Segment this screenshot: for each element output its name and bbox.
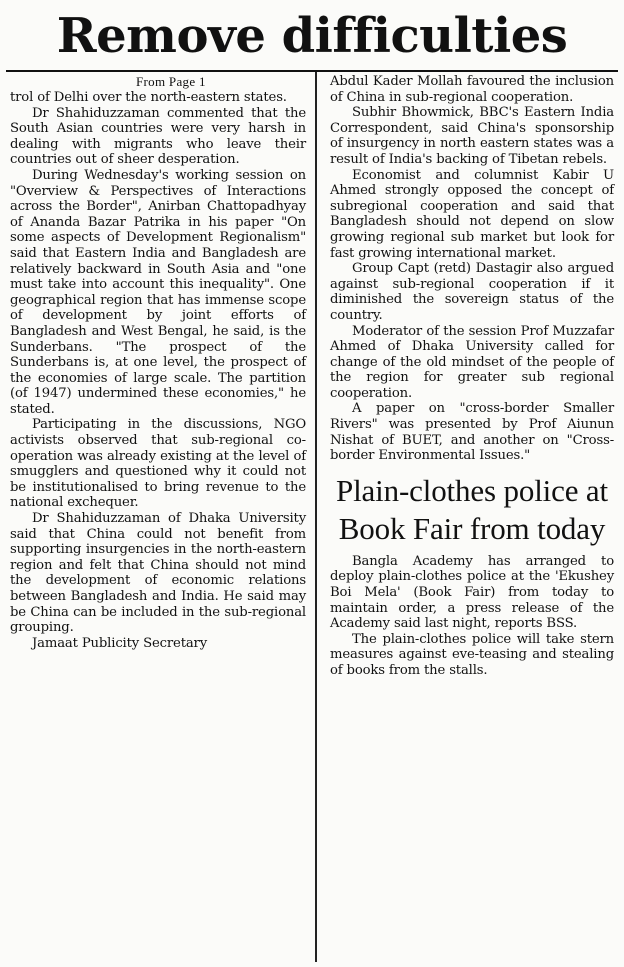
body-paragraph: Moderator of the session Prof Muzzafar Ahmed of Dhaka University called for change of the old mindset of the people of the region for greater sub regional cooperation. (330, 323, 614, 401)
body-paragraph: Dr Shahiduzzaman commented that the South Asian countries were very harsh in dealing with migrants who leave their countries out of sheer desperation. (10, 105, 306, 168)
left-column (10, 74, 306, 651)
body-paragraph: During Wednesday's working session on "Overview & Perspectives of Interactions across the Border", Anirban Chattopadhyay of Ananda Bazar Patrika in his paper "On some aspects of Development Regionalism" said that Eastern India and Bangladesh are relatively backward in South Asia and "one must take into account this inequality". One geographical region that has immense scope of development by joint efforts of Bangladesh and West Bengal, he said, is the Sunderbans. "The prospect of the Sunderbans is, at one level, the prospect of the economies of large scale. The partition (of 1947) undermined these economies," he stated. (10, 167, 306, 417)
body-paragraph: Abdul Kader Mollah favoured the inclusion of China in sub-regional cooperation. (330, 74, 614, 105)
body-paragraph: Group Capt (retd) Dastagir also argued against sub-regional cooperation if it diminished the sovereign status of the country. (330, 261, 614, 323)
body-paragraph: Subhir Bhowmick, BBC's Eastern India Correspondent, said China's sponsorship of insurgency in north eastern states was a result of India's backing of Tibetan rebels. (330, 105, 614, 167)
headline-rule (6, 70, 618, 72)
jump-line: From Page 1 (136, 74, 206, 89)
body-paragraph: A paper on "cross-border Smaller Rivers" was presented by Prof Aiunun Nishat of BUET, and another on "Cross-border Environmental Issues." (330, 401, 614, 464)
article-headline: Remove difficulties (56, 8, 568, 64)
body-paragraph: Jamaat Publicity Secretary (32, 635, 208, 651)
second-story-paragraph: The plain-clothes police will take stern measures against eve-teasing and stealing of books from the stalls. (330, 631, 614, 678)
body-paragraph: Dr Shahiduzzaman of Dhaka University said that China could not benefit from supporting insurgencies in the north-eastern region and felt that China should not mind the development of economic relations between Bangladesh and India. He said may be China can be included in the sub-regional grouping. (10, 511, 306, 636)
column-rule (315, 72, 317, 962)
second-story-headline: Plain-clothes police at Book Fair from today (335, 472, 609, 546)
body-paragraph: Participating in the discussions, NGO activists observed that sub-regional co-operation was already existing at the level of smugglers and questioned why it could not be institutionalised to bring revenue to the national exchequer. (10, 417, 306, 511)
body-paragraph: trol of Delhi over the north-eastern states. (10, 90, 287, 105)
right-column (330, 74, 614, 679)
body-paragraph: Economist and columnist Kabir U Ahmed strongly opposed the concept of subregional cooperation and said that Bangladesh should not depend on slow growing regional sub market but look for fast growing international market. (330, 167, 614, 261)
second-story-paragraph: Bangla Academy has arranged to deploy plain-clothes police at the 'Ekushey Boi Mela' (Book Fair) from today to maintain order, a press release of the Academy said last night, reports BSS. (330, 553, 614, 632)
